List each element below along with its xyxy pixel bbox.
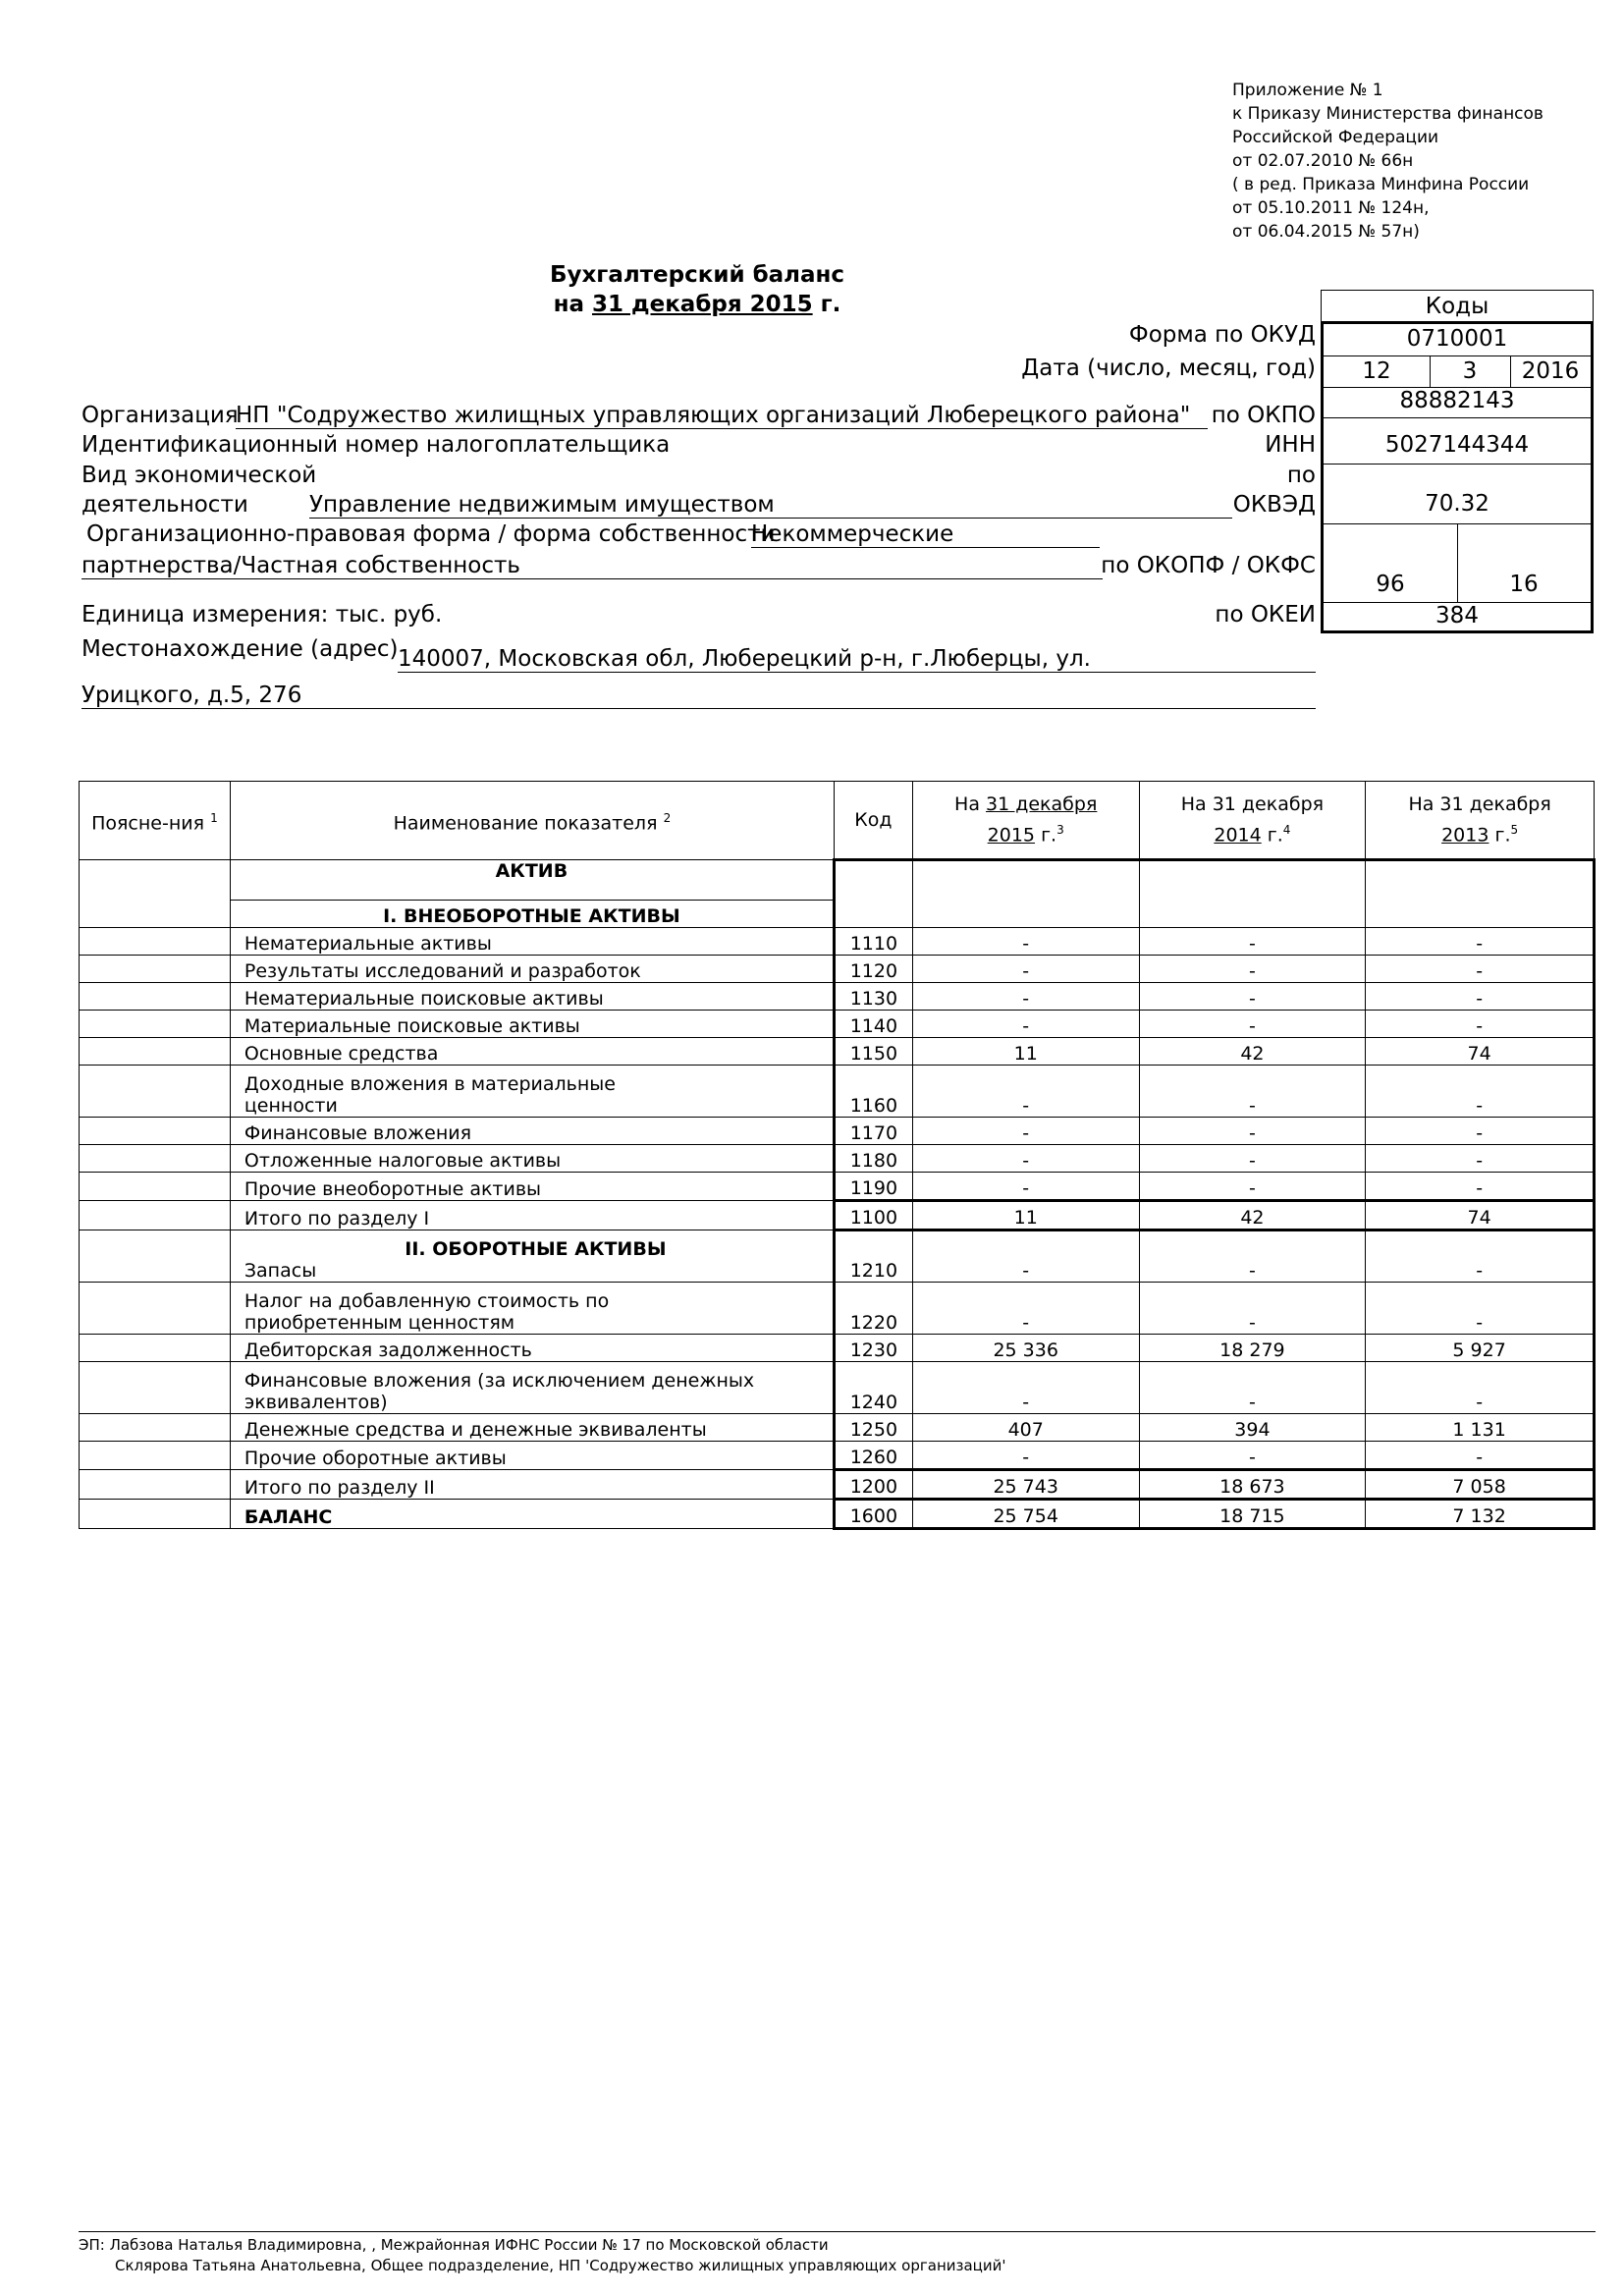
table-row: Нематериальные активы 1110 - - - — [80, 928, 1595, 956]
okved-label-1: по — [1286, 463, 1316, 488]
header-col-2014: На 31 декабря 2014 г.$^4$ — [1139, 782, 1366, 860]
table-row: Финансовые вложения 1170 - - - — [80, 1118, 1595, 1145]
appendix-line: ( в ред. Приказа Минфина России — [1232, 175, 1530, 194]
table-row: Дебиторская задолженность 1230 25 336 18 279 5 927 — [80, 1335, 1595, 1362]
table-row: Денежные средства и денежные эквиваленты 1250 407 394 1 131 — [80, 1414, 1595, 1442]
org-label: Организация — [81, 403, 239, 428]
inn-code: 5027144344 — [1384, 432, 1530, 458]
okfs-code: 16 — [1509, 572, 1539, 597]
appendix-line: от 02.07.2010 № 66н — [1232, 151, 1414, 171]
table-row: Отложенные налоговые активы 1180 - - - — [80, 1145, 1595, 1173]
table-header-row — [80, 782, 1595, 860]
header-col-2015: На 31 декабря 2015 г.$^3$ — [912, 782, 1139, 860]
unit-label: Единица измерения: тыс. руб. — [81, 602, 443, 628]
balance-table — [79, 781, 1596, 1530]
form-label: Организационно-правовая форма / форма собственности — [86, 521, 776, 547]
codes-header: Коды — [1321, 290, 1594, 321]
date-year: 2016 — [1521, 358, 1580, 384]
activity-value: Управление недвижимым имуществом — [309, 492, 1232, 519]
table-row: II. ОБОРОТНЫЕ АКТИВЫ Запасы 1210 - - - — [80, 1230, 1595, 1283]
footer-signature-2: Склярова Татьяна Анатольевна, Общее подразделение, НП 'Содружество жилищных управляющих организаций' — [115, 2257, 1006, 2274]
inn-code-label: ИНН — [1265, 432, 1316, 458]
okved-code: 70.32 — [1425, 491, 1489, 517]
form-value-1: Некоммерческие — [751, 521, 1100, 548]
address-line-1: 140007, Московская обл, Люберецкий р-н, г.Люберцы, ул. — [398, 646, 1316, 673]
form-value-2: партнерства/Частная собственность — [81, 553, 1103, 579]
activity-label-1: Вид экономической — [81, 463, 317, 488]
okud-label: Форма по ОКУД — [1128, 322, 1316, 348]
table-row: Основные средства 1150 11 42 74 — [80, 1038, 1595, 1066]
title-date: 31 декабря 2015 — [592, 292, 813, 317]
okopf-label: по ОКОПФ / ОКФС — [1101, 553, 1316, 578]
table-row-subtotal: Итого по разделу I 1100 11 42 74 — [80, 1201, 1595, 1230]
footer-signature-1: ЭП: Лабзова Наталья Владимировна, , Межрайонная ИФНС России № 17 по Московской области — [79, 2236, 829, 2254]
title-line-1: Бухгалтерский баланс — [549, 262, 845, 288]
section-1-heading: I. ВНЕОБОРОТНЫЕ АКТИВЫ — [230, 901, 834, 928]
okpo-code: 88882143 — [1399, 388, 1515, 413]
header-note: Поясне-ния $^1$ — [80, 782, 231, 860]
okved-label-2: ОКВЭД — [1232, 492, 1316, 518]
table-row: Материальные поисковые активы 1140 - - - — [80, 1011, 1595, 1038]
document-title — [471, 260, 923, 319]
title-line-2 — [471, 290, 923, 319]
org-value: НП "Содружество жилищных управляющих организаций Люберецкого района" — [236, 403, 1208, 429]
date-day: 12 — [1362, 358, 1391, 384]
okpo-label: по ОКПО — [1211, 403, 1316, 428]
section-2-heading: II. ОБОРОТНЫЕ АКТИВЫ — [405, 1238, 667, 1260]
appendix-line: к Приказу Министерства финансов — [1232, 104, 1543, 124]
activity-label-2: деятельности — [81, 492, 248, 518]
appendix-line: от 06.04.2015 № 57н) — [1232, 222, 1420, 242]
table-row: Нематериальные поисковые активы 1130 - - - — [80, 983, 1595, 1011]
okei-code: 384 — [1435, 603, 1479, 629]
inn-label: Идентификационный номер налогоплательщика — [81, 432, 671, 458]
table-row: Результаты исследований и разработок 1120 - - - — [80, 956, 1595, 983]
appendix-note — [1232, 79, 1543, 244]
address-line-2: Урицкого, д.5, 276 — [81, 683, 1316, 709]
appendix-line: Приложение № 1 — [1232, 81, 1383, 100]
table-row: Финансовые вложения (за исключением денежных эквивалентов) 1240 - - - — [80, 1362, 1595, 1414]
table-row: Доходные вложения в материальные ценности 1160 - - - — [80, 1066, 1595, 1118]
aktiv-heading: АКТИВ — [230, 860, 834, 901]
header-name: Наименование показателя $^2$ — [230, 782, 834, 860]
table-row-total: БАЛАНС 1600 25 754 18 715 7 132 — [80, 1500, 1595, 1529]
appendix-line: Российской Федерации — [1232, 128, 1439, 147]
table-row-subtotal: Итого по разделу II 1200 25 743 18 673 7 058 — [80, 1470, 1595, 1500]
header-code: Код — [834, 782, 912, 860]
date-month: 3 — [1462, 358, 1478, 384]
table-row: Налог на добавленную стоимость по приобретенным ценностям 1220 - - - — [80, 1283, 1595, 1335]
title-prefix: на — [553, 292, 584, 317]
codes-box — [1321, 321, 1594, 633]
header-col-2013: На 31 декабря 2013 г.$^5$ — [1366, 782, 1595, 860]
table-row — [80, 860, 1595, 901]
footer-divider — [79, 2231, 1596, 2232]
okud-code: 0710001 — [1406, 326, 1508, 352]
table-row: Прочие оборотные активы 1260 - - - — [80, 1442, 1595, 1470]
table-row: Прочие внеоборотные активы 1190 - - - — [80, 1173, 1595, 1201]
okei-label: по ОКЕИ — [1215, 602, 1316, 628]
title-suffix: г. — [820, 292, 841, 317]
appendix-line: от 05.10.2011 № 124н, — [1232, 198, 1430, 218]
address-label: Местонахождение (адрес) — [81, 636, 399, 662]
okopf-code: 96 — [1376, 572, 1405, 597]
date-label: Дата (число, месяц, год) — [1021, 355, 1316, 381]
